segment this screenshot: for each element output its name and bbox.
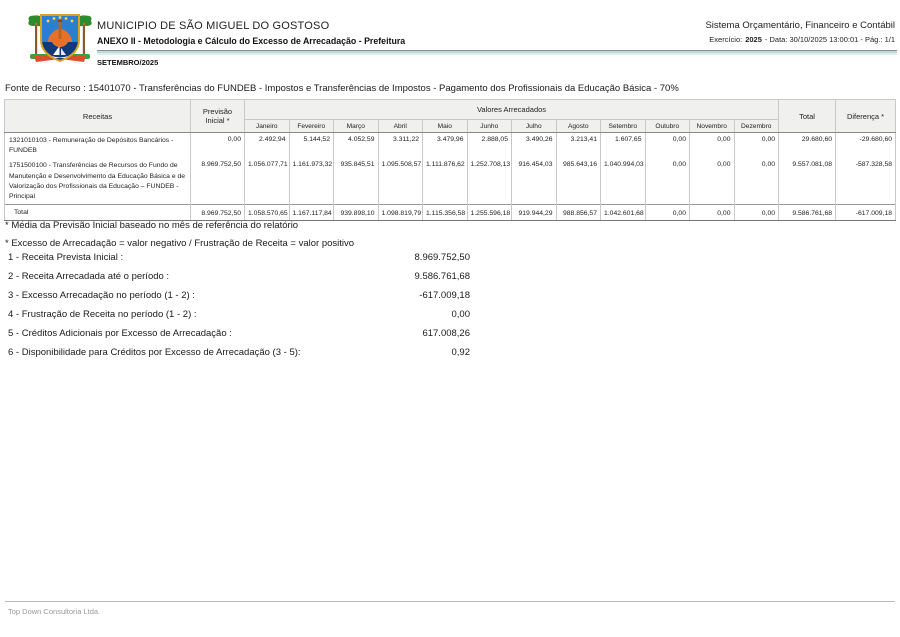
report-meta bbox=[705, 35, 895, 44]
month-value-7: 3.490,26 bbox=[512, 133, 557, 159]
month-value-8: 3.213,41 bbox=[556, 133, 601, 159]
month-header: Agosto bbox=[556, 120, 601, 133]
summary-label: 4 - Frustração de Receita no período (1 - 2) : bbox=[8, 309, 197, 320]
month-header: Novembro bbox=[690, 120, 735, 133]
month-value-11: 0,00 bbox=[690, 158, 735, 204]
col-header-diferenca: Diferença * bbox=[836, 100, 896, 133]
month-value-10: 0,00 bbox=[645, 205, 690, 221]
month-header: Outubro bbox=[645, 120, 690, 133]
receita-description: Total bbox=[5, 205, 191, 221]
summary-label: 3 - Excesso Arrecadação no período (1 - 2) : bbox=[8, 290, 195, 301]
month-value-3: 939.898,10 bbox=[334, 205, 379, 221]
summary-label: 2 - Receita Arrecadada até o período : bbox=[8, 271, 170, 282]
exercise-label: Exercício: bbox=[709, 35, 743, 44]
month-header: Junho bbox=[467, 120, 512, 133]
month-value-2: 5.144,52 bbox=[289, 133, 334, 159]
municipal-crest-logo bbox=[28, 8, 92, 68]
month-header: Setembro bbox=[601, 120, 646, 133]
previsao-value: 0,00 bbox=[191, 133, 245, 159]
summary-row-4 bbox=[8, 309, 470, 321]
month-value-8: 985.643,16 bbox=[556, 158, 601, 204]
month-value-10: 0,00 bbox=[645, 158, 690, 204]
month-value-4: 1.095.508,57 bbox=[378, 158, 423, 204]
month-value-12: 0,00 bbox=[734, 158, 779, 204]
month-header: Abril bbox=[378, 120, 423, 133]
month-value-11: 0,00 bbox=[690, 133, 735, 159]
summary-row-6 bbox=[8, 347, 470, 359]
month-value-12: 0,00 bbox=[734, 133, 779, 159]
exercise-value: 2025 bbox=[745, 35, 762, 44]
month-value-5: 1.115.356,58 bbox=[423, 205, 468, 221]
row-total: 9.586.761,68 bbox=[779, 205, 836, 221]
month-value-3: 935.845,51 bbox=[334, 158, 379, 204]
month-value-2: 1.161.973,32 bbox=[289, 158, 334, 204]
month-value-6: 1.255.596,18 bbox=[467, 205, 512, 221]
table-row-remuneracao bbox=[5, 133, 896, 159]
previsao-value: 8.969.752,50 bbox=[191, 158, 245, 204]
footnote-excesso: * Excesso de Arrecadação = valor negativo / Frustração de Receita = valor positivo bbox=[5, 238, 355, 249]
header-titles bbox=[97, 20, 405, 46]
month-header: Dezembro bbox=[734, 120, 779, 133]
revenues-table-wrapper bbox=[4, 99, 896, 221]
system-name: Sistema Orçamentário, Financeiro e Contábil bbox=[705, 20, 895, 31]
month-value-10: 0,00 bbox=[645, 133, 690, 159]
summary-label: 1 - Receita Prevista Inicial : bbox=[8, 252, 124, 263]
col-header-previsao-inicial: Previsão Inicial * bbox=[191, 100, 245, 133]
page-title: MUNICIPIO DE SÃO MIGUEL DO GOSTOSO bbox=[97, 20, 330, 32]
summary-value: 0,00 bbox=[451, 309, 470, 320]
coat-of-arms-icon bbox=[28, 8, 92, 68]
month-value-12: 0,00 bbox=[734, 205, 779, 221]
revenues-table bbox=[4, 99, 896, 221]
month-value-1: 1.058.570,65 bbox=[245, 205, 290, 221]
summary-block bbox=[8, 252, 470, 366]
month-header: Julho bbox=[512, 120, 557, 133]
receita-description: 1751500100 - Transferências de Recursos do Fundo de Manutenção e Desenvolvimento da Educação Básica e de Valorização dos Profissionais da Educação – FUNDEB - Principal bbox=[5, 158, 191, 204]
month-header: Maio bbox=[423, 120, 468, 133]
month-value-7: 916.454,03 bbox=[512, 158, 557, 204]
month-value-4: 1.098.819,79 bbox=[378, 205, 423, 221]
page-subtitle: ANEXO II - Metodologia e Cálculo do Excesso de Arrecadação - Prefeitura bbox=[97, 36, 406, 46]
summary-value: 9.586.761,68 bbox=[414, 271, 470, 282]
header-accent-rule bbox=[97, 50, 897, 53]
summary-label: 6 - Disponibilidade para Créditos por Excesso de Arrecadação (3 - 5): bbox=[8, 347, 301, 358]
report-period: SETEMBRO/2025 bbox=[97, 58, 159, 67]
summary-row-3 bbox=[8, 290, 470, 302]
footer-company: Top Down Consultoria Ltda. bbox=[8, 607, 101, 616]
month-value-8: 988.856,57 bbox=[556, 205, 601, 221]
month-header: Fevereiro bbox=[289, 120, 334, 133]
row-total: 29.680,60 bbox=[779, 133, 836, 159]
month-value-1: 2.492,94 bbox=[245, 133, 290, 159]
table-row-total bbox=[5, 205, 896, 221]
month-header: Janeiro bbox=[245, 120, 290, 133]
month-value-9: 1.607,65 bbox=[601, 133, 646, 159]
col-group-valores-arrecadados: Valores Arrecadados bbox=[245, 100, 779, 120]
fonte-de-recurso-line: Fonte de Recurso : 15401070 - Transferências do FUNDEB - Impostos e Transferências de Impostos - Pagamento dos Profissionais da Educação Básica - 70% bbox=[5, 83, 679, 94]
month-value-4: 3.311,22 bbox=[378, 133, 423, 159]
footnotes bbox=[5, 220, 354, 256]
col-header-total: Total bbox=[779, 100, 836, 133]
month-value-7: 919.944,29 bbox=[512, 205, 557, 221]
month-value-5: 3.479,96 bbox=[423, 133, 468, 159]
footnote-previsao: * Média da Previsão Inicial baseado no mês de referência do relatório bbox=[5, 220, 299, 231]
summary-row-2 bbox=[8, 271, 470, 283]
row-diferenca: -29.680,60 bbox=[836, 133, 896, 159]
row-total: 9.557.081,08 bbox=[779, 158, 836, 204]
month-value-5: 1.111.876,62 bbox=[423, 158, 468, 204]
month-value-11: 0,00 bbox=[690, 205, 735, 221]
footer-divider bbox=[5, 601, 895, 602]
receita-description: 1321010103 - Remuneração de Depósitos Bancários - FUNDEB bbox=[5, 133, 191, 159]
date-page-info: - Data: 30/10/2025 13:00:01 - Pág.: 1/1 bbox=[764, 35, 895, 44]
summary-row-5 bbox=[8, 328, 470, 340]
header-meta bbox=[705, 20, 895, 44]
month-value-6: 1.252.708,13 bbox=[467, 158, 512, 204]
month-value-9: 1.040.994,03 bbox=[601, 158, 646, 204]
summary-row-1 bbox=[8, 252, 470, 264]
summary-value: -617.009,18 bbox=[419, 290, 470, 301]
month-value-9: 1.042.601,68 bbox=[601, 205, 646, 221]
month-value-2: 1.167.117,84 bbox=[289, 205, 334, 221]
summary-label: 5 - Créditos Adicionais por Excesso de Arrecadação : bbox=[8, 328, 232, 339]
table-row-transferencias bbox=[5, 158, 896, 204]
month-value-1: 1.056.077,71 bbox=[245, 158, 290, 204]
summary-value: 0,92 bbox=[451, 347, 470, 358]
row-diferenca: -587.328,58 bbox=[836, 158, 896, 204]
row-diferenca: -617.009,18 bbox=[836, 205, 896, 221]
summary-value: 617.008,26 bbox=[422, 328, 470, 339]
month-value-3: 4.052,59 bbox=[334, 133, 379, 159]
summary-value: 8.969.752,50 bbox=[414, 252, 470, 263]
month-value-6: 2.888,05 bbox=[467, 133, 512, 159]
month-header: Março bbox=[334, 120, 379, 133]
col-header-receitas: Receitas bbox=[5, 100, 191, 133]
previsao-value: 8.969.752,50 bbox=[191, 205, 245, 221]
